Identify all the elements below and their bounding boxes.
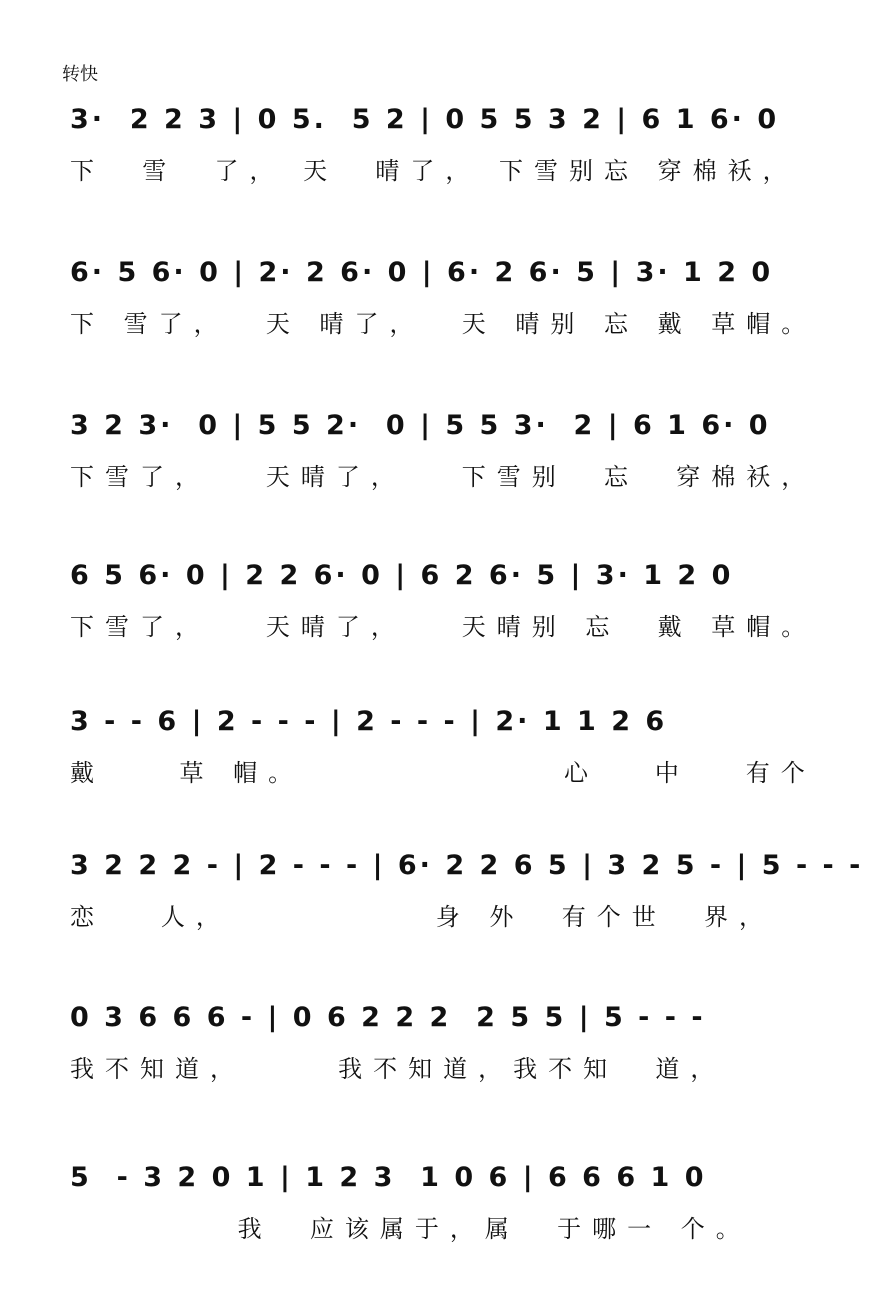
lyrics-line: 下雪了， 天晴了， 天晴别 忘 戴 草帽。 bbox=[70, 613, 817, 641]
lyrics-line: 下 雪 了， 天 晴了， 下雪别忘 穿棉袄， bbox=[70, 157, 798, 185]
notation-line: 6· 5 6· 0 | 2· 2 6· 0 | 6· 2 6· 5 | 3· 1 2 0 bbox=[70, 257, 774, 288]
notation-line: 6 5 6· 0 | 2 2 6· 0 | 6 2 6· 5 | 3· 1 2 0 bbox=[70, 560, 734, 591]
system-1 bbox=[0, 92, 869, 202]
system-4 bbox=[0, 548, 869, 658]
notation-line: 3 2 3· 0 | 5 5 2· 0 | 5 5 3· 2 | 6 1 6· 0 bbox=[70, 410, 771, 441]
notation-line: 3 - - 6 | 2 - - - | 2 - - - | 2· 1 1 2 6 bbox=[70, 706, 668, 737]
system-5 bbox=[0, 694, 869, 804]
notation-line: 0 3 6 6 6 - | 0 6 2 2 2 2 5 5 | 5 - - - bbox=[70, 1002, 706, 1033]
system-2 bbox=[0, 245, 869, 355]
notation-line: 5 - 3 2 0 1 | 1 2 3 1 0 6 | 6 6 6 1 0 bbox=[70, 1162, 707, 1193]
system-6 bbox=[0, 838, 869, 948]
lyrics-line: 恋 人， 身 外 有个世 界， bbox=[70, 903, 774, 931]
notation-line: 3· 2 2 3 | 0 5. 5 2 | 0 5 5 3 2 | 6 1 6· 0 bbox=[70, 104, 780, 135]
tempo-marking: 转快 bbox=[62, 64, 98, 85]
lyrics-line: 戴 草 帽。 心 中 有个 bbox=[70, 759, 816, 787]
lyrics-line: 我不知道， 我不知道，我不知 道， bbox=[70, 1055, 726, 1083]
notation-line: 3 2 2 2 - | 2 - - - | 6· 2 2 6 5 | 3 2 5 - | 5 - - - bbox=[70, 850, 864, 881]
system-8 bbox=[0, 1150, 869, 1260]
system-7 bbox=[0, 990, 869, 1100]
lyrics-line: 下雪了， 天晴了， 下雪别 忘 穿棉袄， bbox=[70, 463, 817, 491]
lyrics-line: 我 应该属于，属 于哪一 个。 bbox=[70, 1215, 751, 1243]
system-3 bbox=[0, 398, 869, 508]
lyrics-line: 下 雪了， 天 晴了， 天 晴别 忘 戴 草帽。 bbox=[70, 310, 817, 338]
